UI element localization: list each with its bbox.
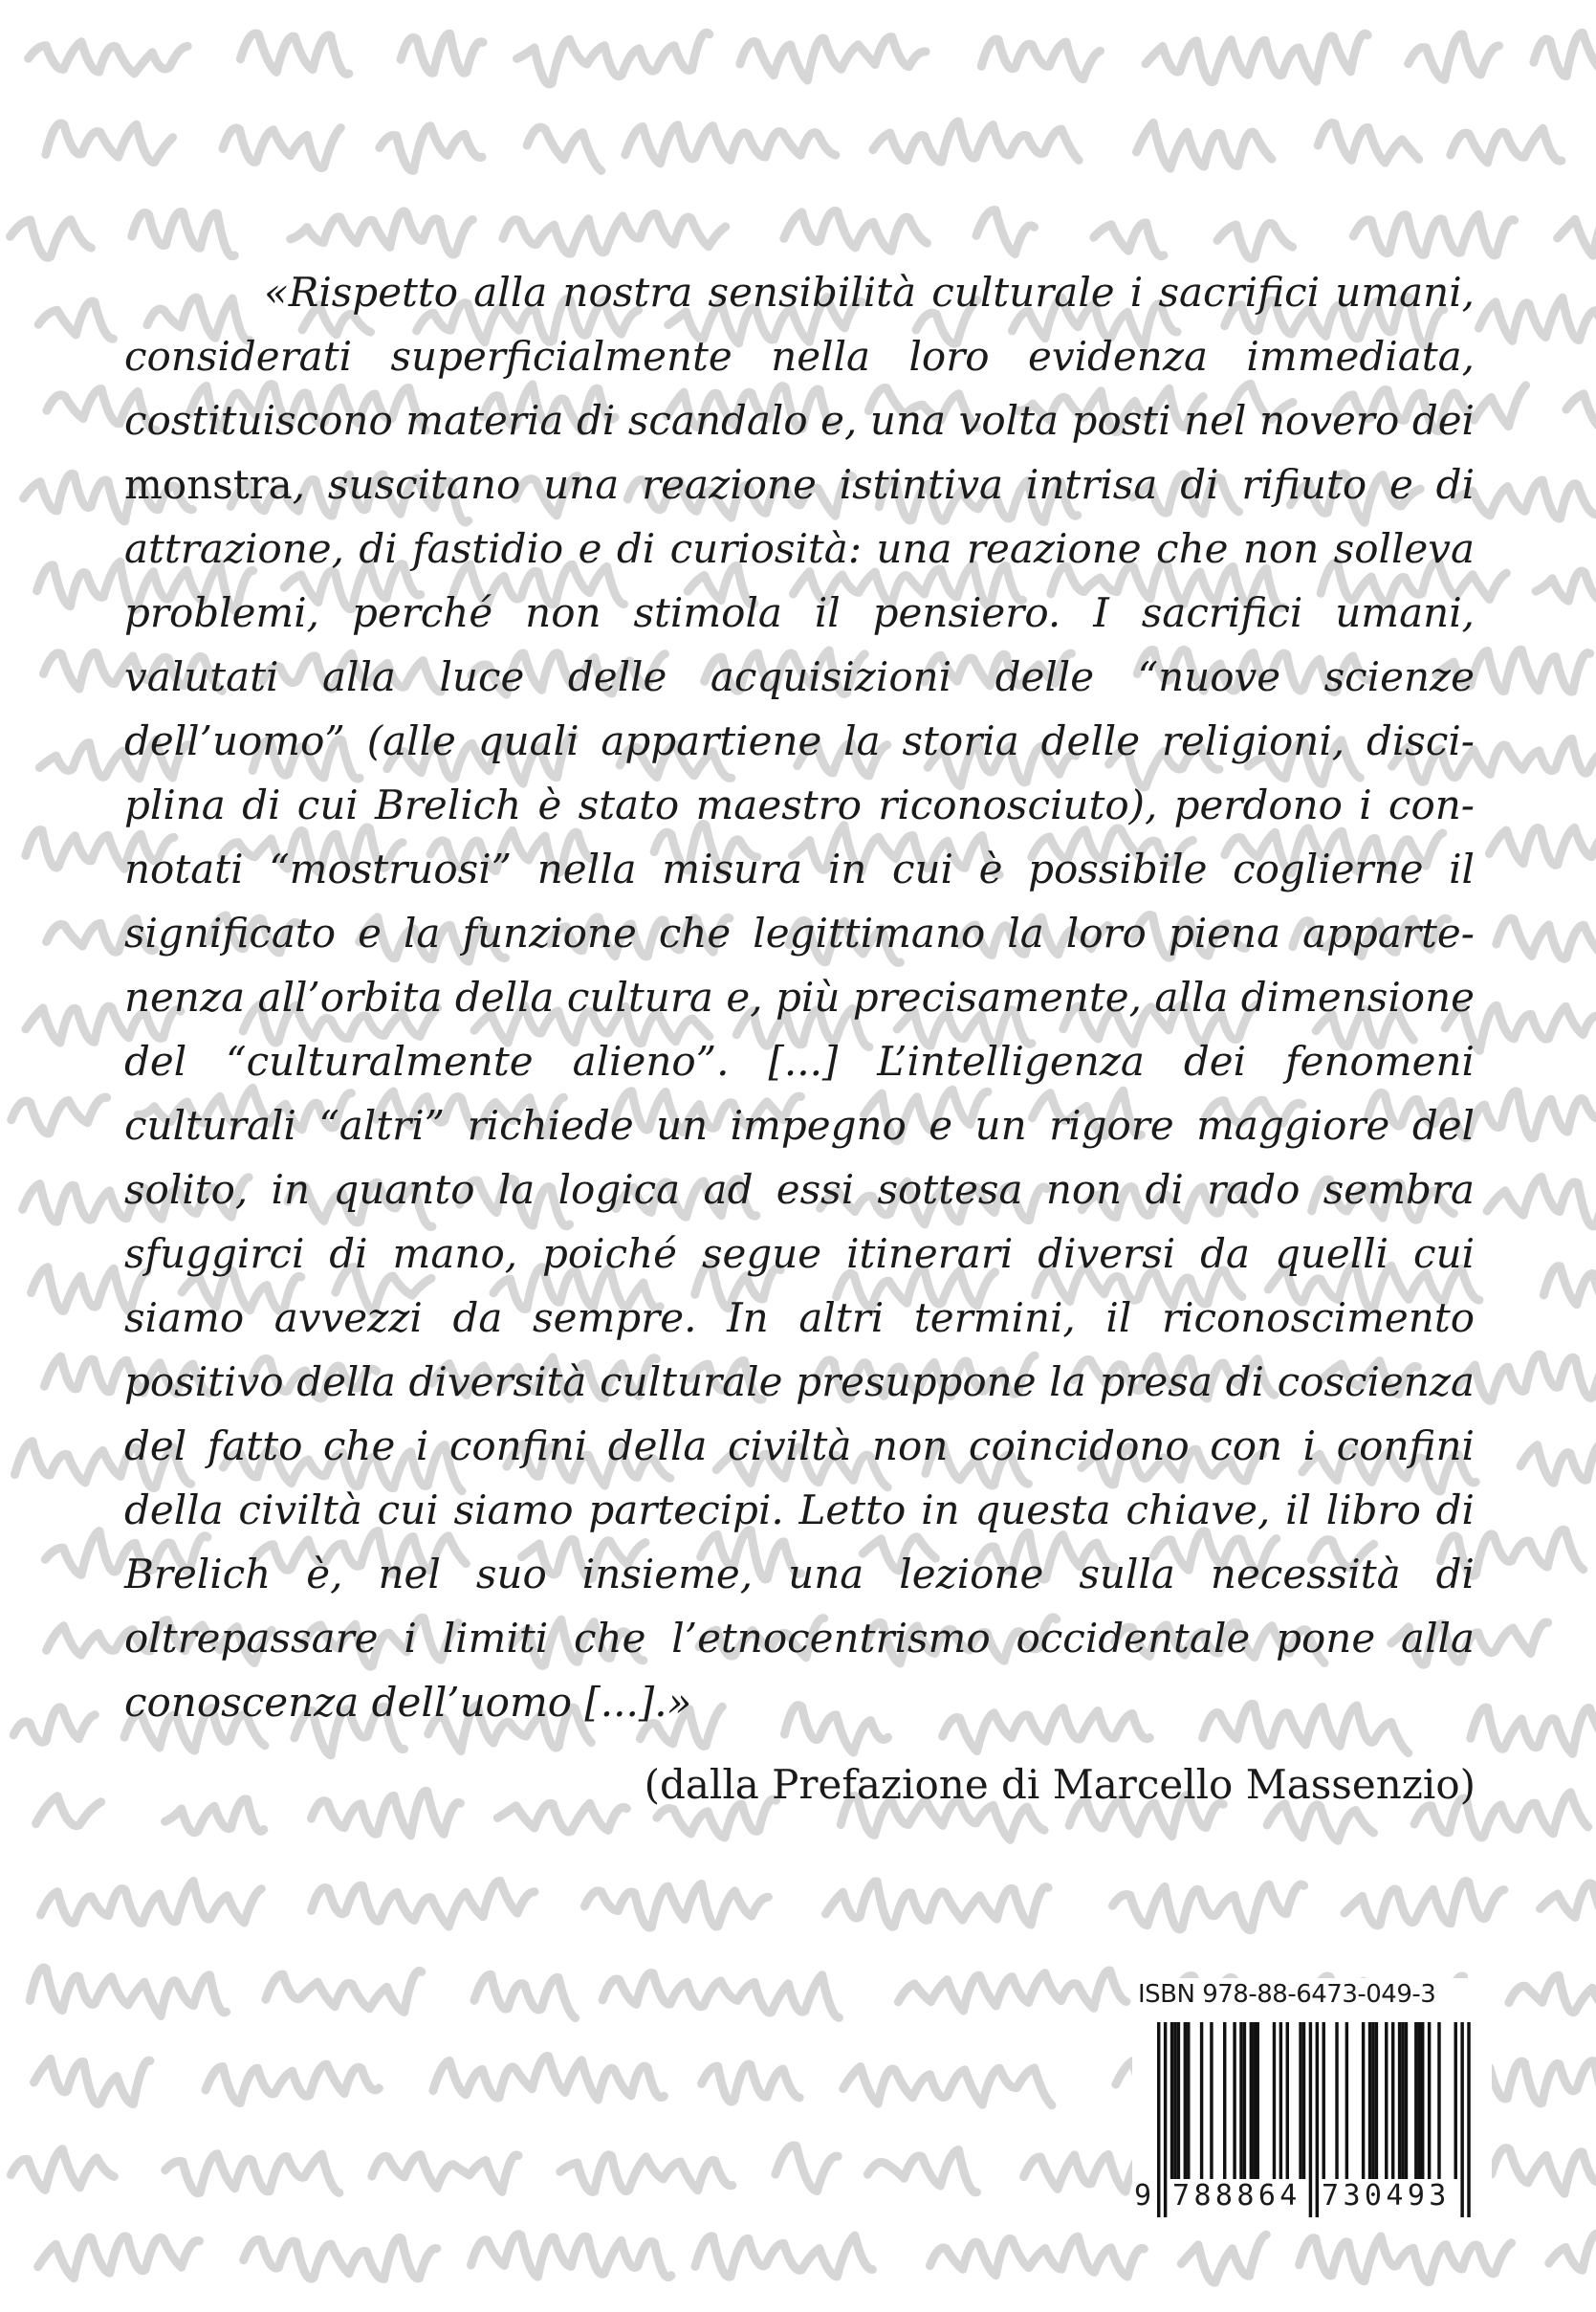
handwriting-stroke (1479, 297, 1596, 342)
handwriting-stroke (867, 2149, 976, 2191)
handwriting-stroke (1137, 122, 1272, 168)
barcode-bar (1177, 2022, 1180, 2179)
isbn-barcode (1132, 1978, 1492, 2217)
barcode-bar (1398, 2022, 1401, 2179)
barcode-bar (1243, 2022, 1246, 2179)
barcode-bar (1323, 2022, 1325, 2179)
handwriting-stroke (1492, 2147, 1596, 2194)
handwriting-stroke (1487, 1177, 1596, 1226)
handwriting-stroke (1318, 123, 1418, 164)
handwriting-stroke (976, 210, 1035, 254)
handwriting-stroke (223, 128, 340, 168)
handwriting-stroke (206, 2064, 379, 2103)
barcode-bar (1454, 2022, 1457, 2179)
ean-right-group: 730493 (1322, 2179, 1451, 2213)
quote-attribution: (dalla Prefazione di Marcello Massenzio) (644, 1761, 1476, 1808)
handwriting-stroke (740, 37, 926, 80)
handwriting-stroke (1113, 1884, 1304, 1929)
handwriting-stroke (702, 2064, 800, 2102)
handwriting-stroke (1558, 216, 1596, 255)
handwriting-stroke (1458, 1353, 1596, 1400)
barcode-bar (1391, 2022, 1394, 2179)
handwriting-stroke (266, 1971, 422, 2013)
handwriting-stroke (474, 1974, 576, 2017)
barcode-bar (1428, 2022, 1431, 2179)
handwriting-stroke (291, 211, 473, 254)
handwriting-stroke (38, 2236, 200, 2279)
handwriting-stroke (497, 1803, 626, 1832)
quote-text-part2: , suscitano una reazione istintiva intrisa di rifiuto e di attrazione, di fastidio e di curiosità: una reazione che non solleva problemi, perché non stimola il pensiero. I sacrifici umani, valutati alla luce delle acquisizioni delle “nuove scienze dell’uomo” (alle quali appartiene la storia delle religioni, disciplina di cui Brelich è stato maestro riconosciuto), perdono i connotati “mostruosi” nella misura in cui è possibile coglierne il significato e la funzione che legittimano la loro piena appartenenza all’orbita della cultura e, più precisamente, alla dimensione del “culturalmente alieno”. [...] L’intelligenza dei fenomeni culturali “altri” richiede un impegno e un rigore maggiore del solito, in quanto la logica ad essi sottesa non di rado sembra sfuggirci di mano, poiché segue itinerari diversi da quelli cui siamo avvezzi da sempre. In altri termini, il riconoscimento positivo della diversità culturale presuppone la presa di coscienza del fatto che i confini della civiltà non coincidono con i confini della civiltà cui siamo partecipi. Letto in questa chiave, il libro di Brelich è, nel suo insieme, una lezione sulla necessità di oltrepassare i limiti che l’etnocentrismo occidentale pone alla conoscenza dell’uomo [...].» (124, 461, 1475, 1726)
handwriting-stroke (1300, 2236, 1512, 2282)
handwriting-stroke (1520, 1443, 1596, 1483)
handwriting-stroke (826, 1882, 1049, 1927)
barcode-bar (1250, 2022, 1253, 2179)
handwriting-stroke (41, 1882, 262, 1924)
handwriting-stroke (1217, 223, 1293, 258)
handwriting-stroke (784, 210, 928, 251)
barcode-bar (1335, 2022, 1338, 2179)
handwriting-stroke (1566, 390, 1596, 434)
barcode-bar (1414, 2022, 1417, 2179)
handwriting-stroke (1489, 827, 1596, 870)
barcode-bar (1362, 2022, 1365, 2179)
handwriting-stroke (132, 212, 234, 256)
handwriting-stroke (503, 214, 726, 254)
barcode-bar (1239, 2022, 1242, 2179)
barcode-bar (1257, 2022, 1259, 2179)
barcode-bar (1170, 2022, 1173, 2179)
handwriting-stroke (29, 42, 188, 74)
barcode-bar (1368, 2022, 1371, 2179)
barcode-bar (1210, 2022, 1213, 2179)
barcode-bar (1437, 2022, 1440, 2179)
handwriting-stroke (46, 123, 173, 163)
barcode-bar (1299, 2022, 1301, 2179)
handwriting-stroke (34, 2059, 150, 2103)
handwriting-stroke (1451, 128, 1562, 163)
handwriting-stroke (1455, 480, 1595, 518)
barcode-bar (1375, 2022, 1378, 2179)
handwriting-stroke (372, 2155, 518, 2192)
handwriting-stroke (471, 2235, 671, 2278)
handwriting-stroke (165, 2154, 339, 2193)
barcode-bar (1345, 2022, 1348, 2179)
barcode-bar (1405, 2022, 1408, 2179)
handwriting-stroke (30, 1968, 226, 2015)
handwriting-stroke (11, 2149, 114, 2191)
handwriting-stroke (1146, 33, 1367, 81)
handwriting-stroke (602, 1972, 839, 2017)
barcode-bar (1385, 2022, 1388, 2179)
barcode-bar (1223, 2022, 1226, 2179)
ean-first-digit: 9 (1134, 2179, 1152, 2213)
handwriting-stroke (244, 2238, 437, 2279)
handwriting-stroke (527, 127, 601, 170)
handwriting-stroke (1409, 34, 1499, 79)
handwriting-stroke (1181, 2235, 1266, 2282)
barcode-bar (1187, 2022, 1190, 2179)
quote-text-part1: «Rispetto alla nostra sensibilità culturale i sacrifici umani, considerati superficialmente nella loro evidenza immediata, costituiscono materia di scandalo e, una volta posti nel novero dei (124, 269, 1475, 444)
barcode-bar (1273, 2022, 1276, 2179)
barcode-bar (1302, 2022, 1305, 2179)
handwriting-stroke (898, 1971, 1126, 2011)
barcode-bar (1418, 2022, 1421, 2179)
handwriting-stroke (1549, 2234, 1596, 2282)
handwriting-stroke (1509, 1975, 1596, 2015)
ean-digits (1132, 2179, 1492, 2213)
handwriting-stroke (380, 126, 482, 171)
handwriting-stroke (1534, 33, 1596, 76)
handwriting-stroke (1345, 1882, 1504, 1926)
handwriting-stroke (873, 121, 1079, 162)
handwriting-stroke (165, 1799, 264, 1833)
handwriting-stroke (930, 2236, 1145, 2277)
barcode-bar (1200, 2022, 1203, 2179)
barcode-bar (1401, 2022, 1404, 2179)
handwriting-stroke (1094, 223, 1164, 256)
barcode-bar (1286, 2022, 1289, 2179)
handwriting-stroke (13, 1707, 95, 1742)
barcode-bar (1371, 2022, 1374, 2179)
handwriting-stroke (11, 220, 92, 258)
barcode-bar (1184, 2022, 1187, 2179)
handwriting-stroke (1497, 916, 1596, 958)
handwriting-stroke (1536, 571, 1596, 606)
preface-quote (124, 260, 1475, 1734)
barcode-bar (1253, 2022, 1256, 2179)
handwriting-stroke (38, 301, 113, 339)
barcode-bar (1279, 2022, 1282, 2179)
handwriting-stroke (776, 2146, 838, 2191)
ean-left-group: 788864 (1172, 2179, 1301, 2213)
barcode-bar (1173, 2022, 1176, 2179)
handwriting-stroke (1471, 1707, 1596, 1753)
handwriting-stroke (560, 2155, 732, 2192)
handwriting-stroke (517, 33, 710, 84)
handwriting-stroke (36, 1796, 101, 1826)
barcode-bar (1421, 2022, 1424, 2179)
handwriting-stroke (695, 2235, 872, 2277)
handwriting-stroke (584, 1884, 768, 1928)
handwriting-stroke (312, 1791, 461, 1836)
handwriting-stroke (433, 2057, 665, 2101)
handwriting-stroke (312, 1881, 535, 1927)
quote-term-monstra: monstra (124, 461, 293, 508)
handwriting-stroke (1541, 1883, 1596, 1918)
barcode-bar (1233, 2022, 1235, 2179)
handwriting-stroke (625, 125, 836, 164)
handwriting-stroke (1353, 214, 1514, 255)
handwriting-stroke (240, 33, 348, 74)
isbn-label: ISBN 978-88-6473-049-3 (1138, 1980, 1436, 2009)
handwriting-stroke (11, 1097, 107, 1134)
handwriting-stroke (401, 33, 483, 73)
handwriting-stroke (981, 39, 1100, 79)
handwriting-stroke (1543, 1266, 1596, 1307)
handwriting-stroke (843, 2067, 1052, 2105)
